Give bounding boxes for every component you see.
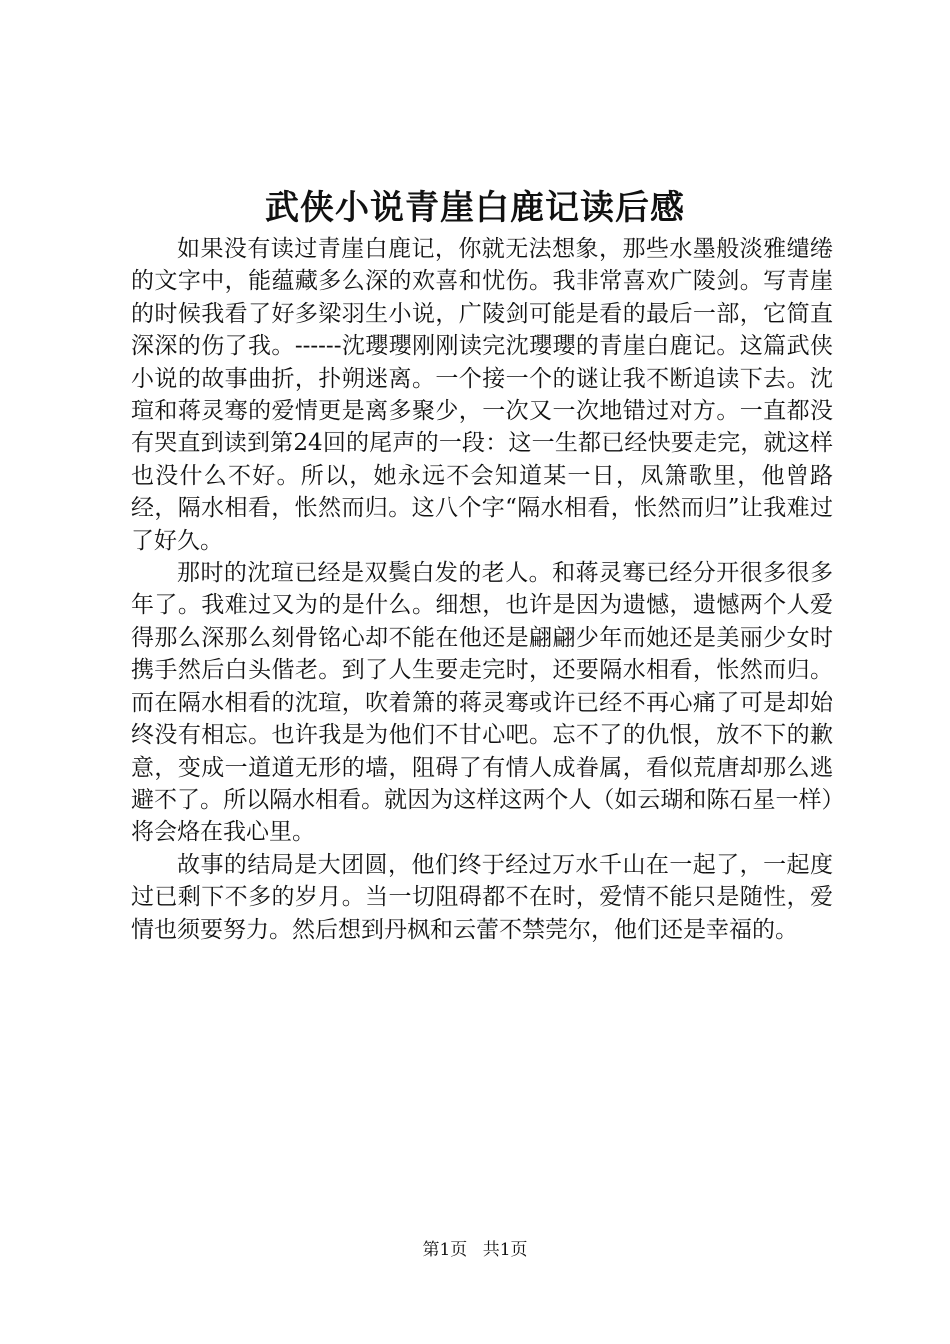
page-footer xyxy=(0,1238,950,1262)
page-number: 第1页 xyxy=(422,1240,468,1260)
paragraph-1: 如果没有读过青崖白鹿记，你就无法想象，那些水墨般淡雅缱绻的文字中，能蕴藏多么深的欢喜和忧伤。我非常喜欢广陵剑。写青崖的时候我看了好多梁羽生小说，广陵剑可能是看的最后一部，它简直深深的伤了我。------沈瓔瓔刚刚读完沈瓔瓔的青崖白鹿记。这篇武侠小说的故事曲折，扑朔迷离。一个接一个的谜让我不断追读下去。沈瑄和蒋灵骞的爱情更是离多聚少，一次又一次地错过对方。一直都没有哭直到读到第24回的尾声的一段：这一生都已经快要走完，就这样也没什么不好。所以，她永远不会知道某一日，凤箫歌里，他曾路经，隔水相看，怅然而归。这八个字“隔水相看，怅然而归”让我难过了好久。 xyxy=(131,236,833,554)
page-total: 共1页 xyxy=(482,1240,528,1260)
article-body xyxy=(131,233,833,946)
paragraph-2: 那时的沈瑄已经是双鬓白发的老人。和蒋灵骞已经分开很多很多年了。我难过又为的是什么。细想，也许是因为遗憾，遗憾两个人爱得那么深那么刻骨铭心却不能在他还是翩翩少年而她还是美丽少女时携手然后白头偕老。到了人生要走完时，还要隔水相看，怅然而归。而在隔水相看的沈瑄，吹着箫的蒋灵骞或许已经不再心痛了可是却始终没有相忘。也许我是为他们不甘心吧。忘不了的仇恨，放不下的歉意，变成一道道无形的墙，阻碍了有情人成眷属，看似荒唐却那么逃避不了。所以隔水相看。就因为这样这两个人（如云瑚和陈石星一样）将会烙在我心里。 xyxy=(131,560,833,846)
paragraph-3: 故事的结局是大团圆，他们终于经过万水千山在一起了，一起度过已剩下不多的岁月。当一切阻碍都不在时，爱情不能只是随性，爱情也须要努力。然后想到丹枫和云蕾不禁莞尔，他们还是幸福的。 xyxy=(131,851,833,943)
page-title: 武侠小说青崖白鹿记读后感 xyxy=(265,188,685,228)
